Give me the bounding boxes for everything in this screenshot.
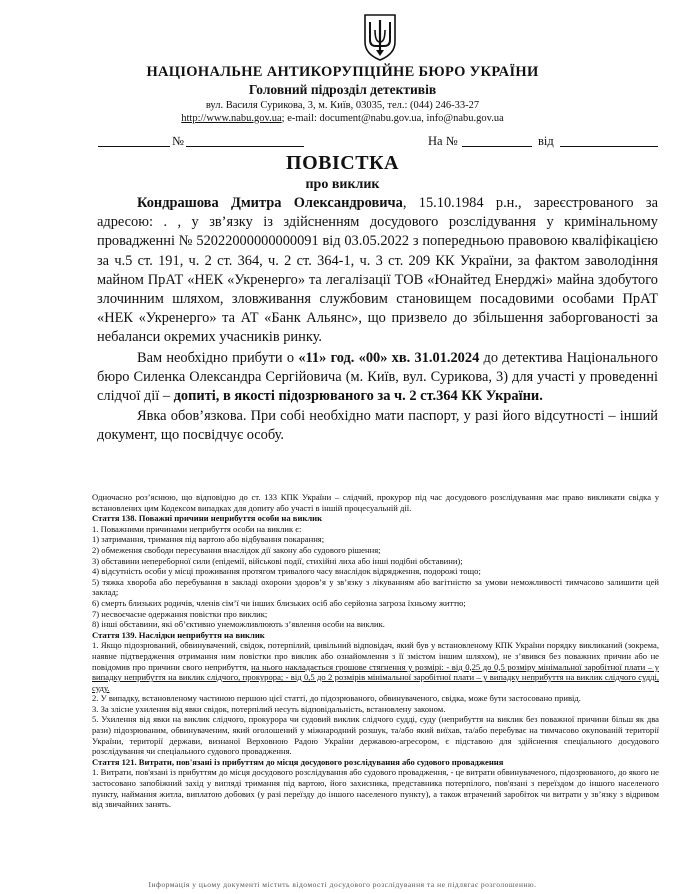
- article-138-item: 5) тяжка хвороба або перебування в закладі охорони здоров’я у зв’язку з лікуванням або вагітністю за умови неможливості тимчасово залишити цей заклад;: [92, 576, 659, 598]
- in-reply-label: На №: [428, 134, 458, 148]
- appearance-time: «11» год. «00» хв. 31.01.2024: [298, 349, 480, 366]
- from-blank: [560, 145, 658, 147]
- article-138-item: 8) інші обставини, які об’єктивно унеможливлюють з’явлення особи на виклик.: [92, 619, 385, 630]
- department-name: Головний підрозділ детективів: [248, 82, 437, 97]
- document-title: ПОВІСТКА: [286, 152, 399, 174]
- date-blank: [98, 145, 170, 147]
- article-139-penalty: на нього накладається грошове стягнення у розмірі: - від 0,25 до 0,5 розміру мінімальної заробітної плати – у випадку неприбуття на виклик слідчого, прокурора; - від 0,5 до 2 розмірів мінімальної заробітної плати – у випадку неприбуття на виклик слідчого судді, суду.: [92, 661, 660, 693]
- contacts-line: [0, 113, 685, 124]
- address-line: вул. Василя Сурикова, 3, м. Київ, 03035, тел.: (044) 246-33-27: [205, 100, 480, 111]
- article-139-paragraph-5: 5. Ухилення від явки на виклик слідчого, прокурора чи судовий виклик слідчого судді, суду (неприбуття на виклик без поважної причини більш як два рази) підозрюваним, обвинуваченим, який оголошений у міжнародний розшук, та/або який виїхав, та/або перебуває на тимчасово окупованій території України, території держави, визнаної Верховною Радою України державою-агресором, є підставою для здійснення спеціального досудового розслідування чи спеціального судового провадження.: [92, 714, 659, 757]
- article-139-paragraph-1: [92, 640, 659, 693]
- article-138-item: 6) смерть близьких родичів, членів сім’ї чи інших близьких осіб або серйозна загроза їхньому життю;: [92, 597, 466, 608]
- summoned-person-name: Кондрашова Дмитра Олександровича: [137, 195, 403, 211]
- article-121-title: Стаття 121. Витрати, пов'язані із прибуттям до місця досудового розслідування або судового провадження: [92, 756, 504, 767]
- article-138-item: 2) обмеження свободи пересування внаслідок дії закону або судового рішення;: [92, 544, 381, 555]
- summons-paragraph-3: Явка обов’язкова. При собі необхідно мати паспорт, у разі його відсутності – інший документ, що посвідчує особу.: [97, 408, 658, 444]
- detective-details: до детектива Національного бюро Силенка Олександра Сергійовича (м. Київ, вул. Сурикова, 3) для участі у проведенні слідчої дії –: [97, 349, 658, 405]
- trident-coat-of-arms-icon: [362, 12, 398, 62]
- article-121-paragraph-1: 1. Витрати, пов'язані із прибуттям до місця досудового розслідування або судового провадження, - це витрати обвинуваченого, підозрюваного, до якого не застосовано запобіжний захід у вигляді тримання під вартою, його захисника, представника потерпілого, пов'язані з переїздом до іншого населеного пункту, наймання житла, виплатою добових (у разі переїзду до іншого населеного пункту), а також втрачений заробіток чи витрати у зв’язку з відривом від звичайних занять.: [92, 767, 659, 810]
- appear-instruction: Вам необхідно прибути о: [137, 349, 299, 366]
- summons-paragraph-1: [97, 194, 658, 348]
- website-link[interactable]: http://www.nabu.gov.ua: [181, 113, 282, 124]
- article-139-paragraph-2: 2. У випадку, встановленому частиною першою цієї статті, до підозрюваного, обвинуваченого, свідка, може бути застосовано привід.: [92, 693, 581, 704]
- confidentiality-footer: Інформація у цьому документі містить відомості досудового розслідування та не підлягає розголошенню.: [148, 880, 537, 889]
- article-138-item: 1. Поважними причинами неприбуття особи на виклик є:: [92, 523, 302, 534]
- number-blank: [186, 145, 304, 147]
- document-subtitle: про виклик: [305, 177, 380, 192]
- from-label: від: [538, 134, 554, 148]
- article-139-paragraph-3: 3. За злісне ухилення від явки свідок, потерпілий несуть відповідальність, встановлену законом.: [92, 703, 446, 714]
- summons-paragraph-2: [97, 349, 658, 407]
- email-text: ; e-mail: document@nabu.gov.ua, info@nabu.gov.ua: [281, 113, 504, 124]
- article-138-item: 4) відсутність особи у місці проживання протягом тривалого часу внаслідок відрядження, подорожі тощо;: [92, 566, 481, 577]
- article-139-title: Стаття 139. Наслідки неприбуття на виклик: [92, 629, 265, 640]
- investigative-action: допиті, в якості підозрюваного за ч. 2 ст.364 КК України.: [173, 388, 543, 405]
- legal-notes: [92, 492, 659, 810]
- article-138-item: 3) обставини непереборної сили (епідемії, військові події, стихійні лиха або інші подібні обставини);: [92, 555, 463, 566]
- reference-line: [98, 134, 658, 148]
- article-138-item: 1) затримання, тримання під вартою або відбування покарання;: [92, 534, 325, 545]
- organization-name: НАЦІОНАЛЬНЕ АНТИКОРУПЦІЙНЕ БЮРО УКРАЇНИ: [146, 64, 539, 80]
- article-138-title: Стаття 138. Поважні причини неприбуття особи на виклик: [92, 513, 323, 524]
- number-label: №: [172, 134, 184, 148]
- article-138-item: 7) несвоєчасне одержання повістки про виклик;: [92, 608, 268, 619]
- case-details: , 15.10.1984 р.н., зареєстрованого за адресою: . , у зв’язку із здійсненням досудового розслідування у кримінальному провадженні № 52022000000000091 від 03.05.2022 з попередньою правовою кваліфікацією за ч.5 ст. 191, ч. 2 ст. 364, ч. 2 ст. 364-1, ч. 3 ст. 209 КК України, за фактом заволодіння майном ПрАТ «НЕК «Укренерго» та легалізації ТОВ «Юнайтед Енерджі» майна здобутого злочинним шляхом, зловживання службовим становищем посадовими особами ПрАТ «НЕК «Укренерго» та АТ «Банк Альянс», що призвело до збільшення заборгованості за небаланси окремих учасників ринку.: [97, 195, 658, 346]
- summons-body: [97, 194, 658, 446]
- in-reply-blank: [462, 145, 532, 147]
- legal-intro: Одночасно роз’яснюю, що відповідно до ст. 133 КПК України – слідчий, прокурор під час досудового розслідування має право викликати свідка у встановлених цим Кодексом випадках для допиту або участі в іншій процесуальній дії.: [92, 492, 659, 513]
- article-139-p1-text: 1. Якщо підозрюваний, обвинувачений, свідок, потерпілий, цивільний відповідач, який був у встановленому КПК України порядку викликаний (зокрема, наявне підтвердження отримання ним повістки про виклик або ознайомлення з її змістом іншим шляхом), не з’явився без поважних причин або не повідомив про причини свого неприбуття,: [92, 640, 659, 672]
